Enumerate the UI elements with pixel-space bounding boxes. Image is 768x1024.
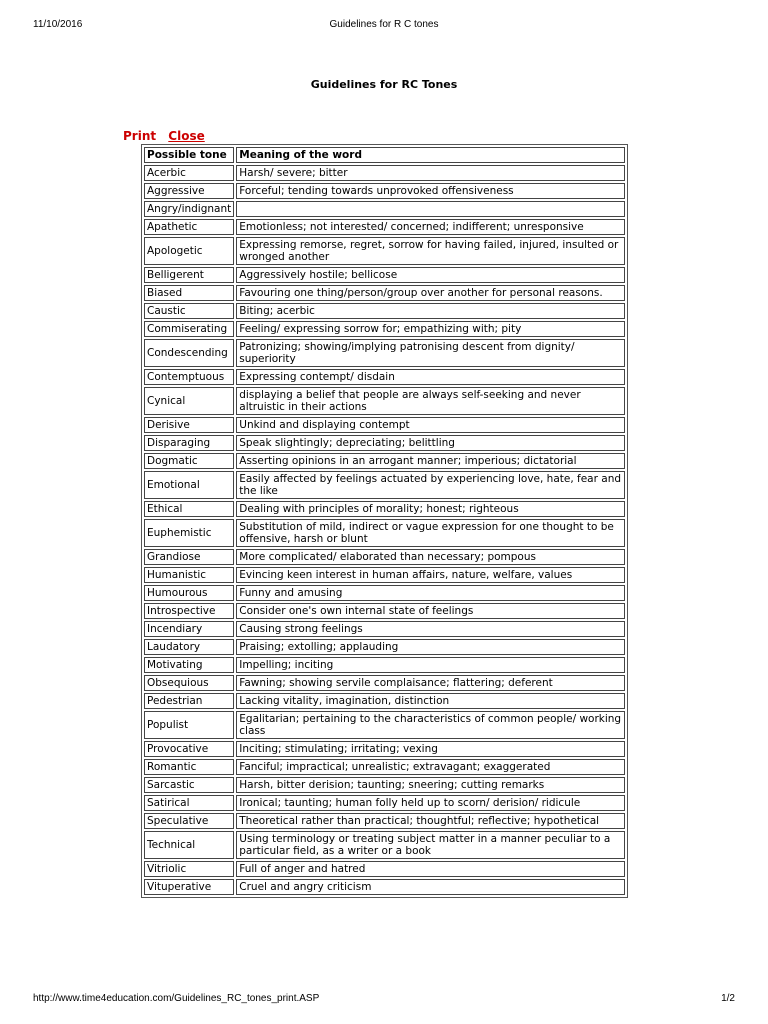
tone-cell: Emotional — [144, 471, 234, 499]
tone-cell: Euphemistic — [144, 519, 234, 547]
table-row — [144, 567, 625, 583]
meaning-cell: Using terminology or treating subject matter in a manner peculiar to a particular field, as a writer or a book — [236, 831, 625, 859]
table-row — [144, 639, 625, 655]
table-row — [144, 657, 625, 673]
action-links — [123, 129, 213, 143]
close-link[interactable]: Close — [168, 129, 205, 143]
table-row — [144, 339, 625, 367]
tone-cell: Acerbic — [144, 165, 234, 181]
table-row — [144, 693, 625, 709]
table-row — [144, 501, 625, 517]
meaning-cell: Full of anger and hatred — [236, 861, 625, 877]
meaning-cell: Lacking vitality, imagination, distinction — [236, 693, 625, 709]
tone-cell: Laudatory — [144, 639, 234, 655]
meaning-cell: Praising; extolling; applauding — [236, 639, 625, 655]
tone-cell: Satirical — [144, 795, 234, 811]
tone-cell: Biased — [144, 285, 234, 301]
page-title: Guidelines for RC Tones — [310, 78, 458, 91]
table-row — [144, 777, 625, 793]
table-row — [144, 369, 625, 385]
table-body — [144, 165, 625, 895]
tone-cell: Ethical — [144, 501, 234, 517]
meaning-cell: Expressing contempt/ disdain — [236, 369, 625, 385]
tone-cell: Apathetic — [144, 219, 234, 235]
tone-cell: Pedestrian — [144, 693, 234, 709]
meaning-cell: Asserting opinions in an arrogant manner; imperious; dictatorial — [236, 453, 625, 469]
table-row — [144, 585, 625, 601]
tone-cell: Condescending — [144, 339, 234, 367]
tone-cell: Derisive — [144, 417, 234, 433]
meaning-cell: Evincing keen interest in human affairs, nature, welfare, values — [236, 567, 625, 583]
tone-cell: Contemptuous — [144, 369, 234, 385]
table-row — [144, 795, 625, 811]
table-row — [144, 201, 625, 217]
meaning-cell: Unkind and displaying contempt — [236, 417, 625, 433]
meaning-cell: Consider one's own internal state of feelings — [236, 603, 625, 619]
meaning-cell: Impelling; inciting — [236, 657, 625, 673]
tone-cell: Provocative — [144, 741, 234, 757]
meaning-cell: Causing strong feelings — [236, 621, 625, 637]
tone-cell: Romantic — [144, 759, 234, 775]
table-row — [144, 621, 625, 637]
tone-cell: Technical — [144, 831, 234, 859]
tone-cell: Caustic — [144, 303, 234, 319]
tone-cell: Populist — [144, 711, 234, 739]
table-row — [144, 813, 625, 829]
tone-cell: Grandiose — [144, 549, 234, 565]
meaning-cell: Cruel and angry criticism — [236, 879, 625, 895]
meaning-cell: Aggressively hostile; bellicose — [236, 267, 625, 283]
meaning-cell: Dealing with principles of morality; honest; righteous — [236, 501, 625, 517]
meaning-cell: Easily affected by feelings actuated by experiencing love, hate, fear and the like — [236, 471, 625, 499]
table-row — [144, 861, 625, 877]
table-row — [144, 759, 625, 775]
tone-cell: Belligerent — [144, 267, 234, 283]
meaning-cell: Biting; acerbic — [236, 303, 625, 319]
meaning-cell: Expressing remorse, regret, sorrow for having failed, injured, insulted or wronged another — [236, 237, 625, 265]
table-header-row — [144, 147, 625, 163]
meaning-cell: More complicated/ elaborated than necessary; pompous — [236, 549, 625, 565]
meaning-cell: Funny and amusing — [236, 585, 625, 601]
meaning-cell: Forceful; tending towards unprovoked offensiveness — [236, 183, 625, 199]
meaning-cell: Theoretical rather than practical; thoughtful; reflective; hypothetical — [236, 813, 625, 829]
table-row — [144, 387, 625, 415]
meaning-cell: Egalitarian; pertaining to the characteristics of common people/ working class — [236, 711, 625, 739]
meaning-cell: Fawning; showing servile complaisance; flattering; deferent — [236, 675, 625, 691]
print-link[interactable]: Print — [123, 129, 157, 143]
tone-cell: Motivating — [144, 657, 234, 673]
meaning-cell: Feeling/ expressing sorrow for; empathizing with; pity — [236, 321, 625, 337]
table-row — [144, 321, 625, 337]
table-row — [144, 453, 625, 469]
tone-cell: Angry/indignant — [144, 201, 234, 217]
meaning-cell: Favouring one thing/person/group over another for personal reasons. — [236, 285, 625, 301]
meaning-cell: Ironical; taunting; human folly held up to scorn/ derision/ ridicule — [236, 795, 625, 811]
tone-cell: Introspective — [144, 603, 234, 619]
table-row — [144, 711, 625, 739]
print-header-title: Guidelines for R C tones — [329, 19, 439, 30]
table-row — [144, 549, 625, 565]
meaning-cell: Substitution of mild, indirect or vague expression for one thought to be offensive, harsh or blunt — [236, 519, 625, 547]
print-date: 11/10/2016 — [33, 19, 83, 30]
table-row — [144, 165, 625, 181]
tone-cell: Incendiary — [144, 621, 234, 637]
meaning-cell: Harsh, bitter derision; taunting; sneering; cutting remarks — [236, 777, 625, 793]
tone-cell: Humourous — [144, 585, 234, 601]
table-row — [144, 879, 625, 895]
footer-url: http://www.time4education.com/Guidelines_RC_tones_print.ASP — [33, 993, 320, 1004]
table-row — [144, 741, 625, 757]
tone-cell: Vitriolic — [144, 861, 234, 877]
tone-cell: Dogmatic — [144, 453, 234, 469]
tone-cell: Vituperative — [144, 879, 234, 895]
tone-cell: Aggressive — [144, 183, 234, 199]
tone-cell: Speculative — [144, 813, 234, 829]
tones-table — [141, 144, 628, 898]
tone-cell: Cynical — [144, 387, 234, 415]
column-header-tone: Possible tone — [144, 147, 234, 163]
meaning-cell: Patronizing; showing/implying patronising descent from dignity/ superiority — [236, 339, 625, 367]
meaning-cell: Harsh/ severe; bitter — [236, 165, 625, 181]
meaning-cell: displaying a belief that people are always self-seeking and never altruistic in their actions — [236, 387, 625, 415]
table-row — [144, 471, 625, 499]
table-row — [144, 303, 625, 319]
tone-cell: Obsequious — [144, 675, 234, 691]
tone-cell: Commiserating — [144, 321, 234, 337]
table-row — [144, 675, 625, 691]
meaning-cell: Emotionless; not interested/ concerned; indifferent; unresponsive — [236, 219, 625, 235]
table-row — [144, 519, 625, 547]
table-row — [144, 285, 625, 301]
meaning-cell: Speak slightingly; depreciating; belittling — [236, 435, 625, 451]
table-row — [144, 183, 625, 199]
tone-cell: Disparaging — [144, 435, 234, 451]
tone-cell: Humanistic — [144, 567, 234, 583]
footer-page-number: 1/2 — [721, 993, 735, 1004]
column-header-meaning: Meaning of the word — [236, 147, 625, 163]
tone-cell: Apologetic — [144, 237, 234, 265]
table-row — [144, 831, 625, 859]
tone-cell: Sarcastic — [144, 777, 234, 793]
print-header — [33, 19, 735, 33]
table-row — [144, 267, 625, 283]
meaning-cell — [236, 201, 625, 217]
table-row — [144, 603, 625, 619]
table-row — [144, 435, 625, 451]
table-row — [144, 237, 625, 265]
table-row — [144, 417, 625, 433]
table-row — [144, 219, 625, 235]
meaning-cell: Inciting; stimulating; irritating; vexing — [236, 741, 625, 757]
meaning-cell: Fanciful; impractical; unrealistic; extravagant; exaggerated — [236, 759, 625, 775]
